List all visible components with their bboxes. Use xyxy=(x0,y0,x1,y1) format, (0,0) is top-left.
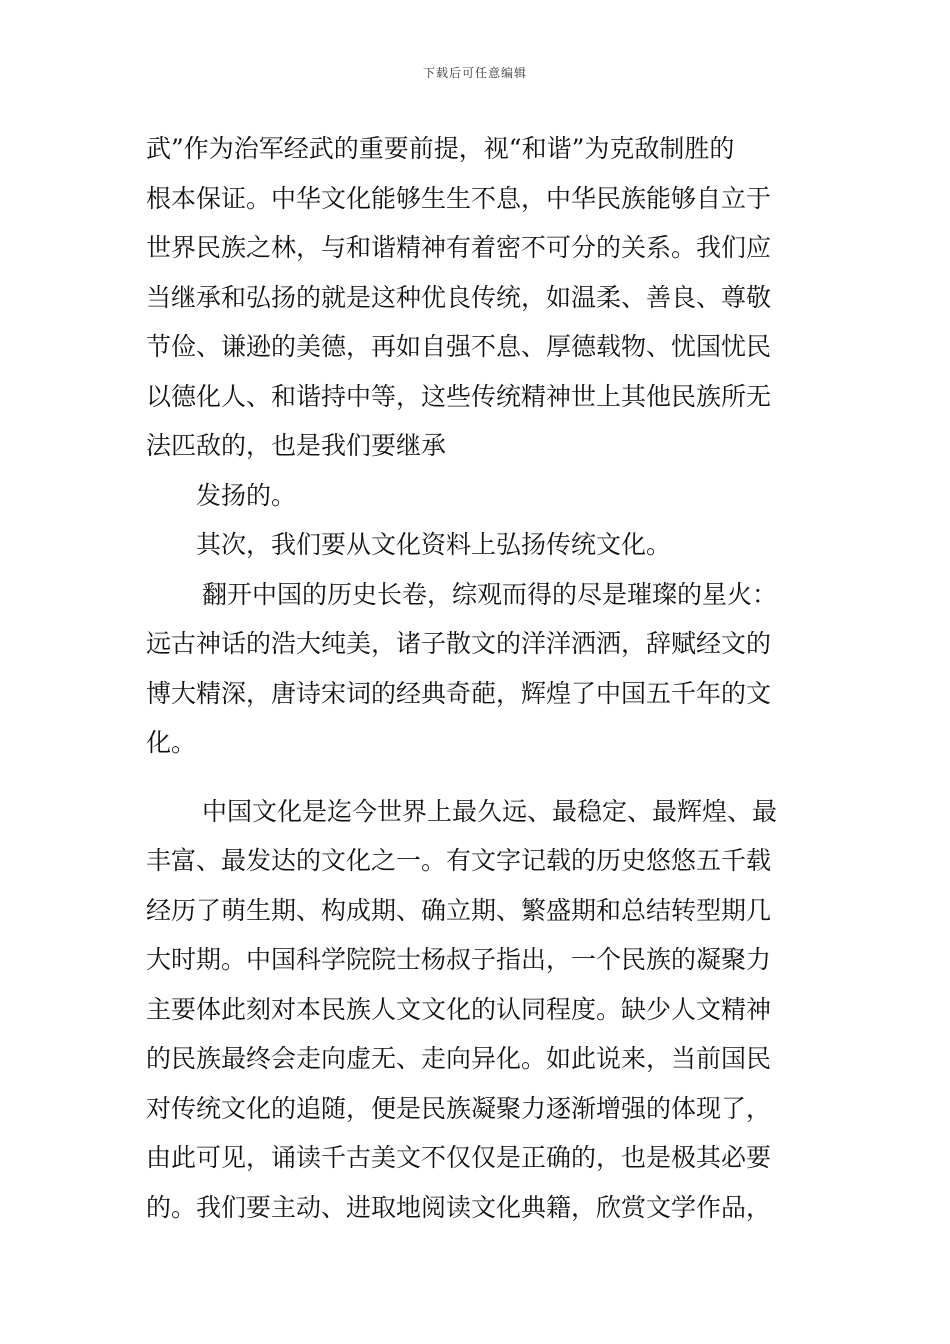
text-line: 丰富、最发达的文化之一。有文字记载的历史悠悠五千载 xyxy=(146,846,772,875)
text-line: 主要体此刻对本民族人文文化的认同程度。缺少人文精神 xyxy=(146,994,772,1024)
text-line: 博大精深，唐诗宋词的经典奇葩，辉煌了中国五千年的文 xyxy=(146,678,772,708)
text-line: 对传统文化的追随，便是民族凝聚力逐渐增强的体现了， xyxy=(146,1093,772,1123)
text-line: 以德化人、和谐持中等，这些传统精神世上其他民族所无 xyxy=(146,381,772,411)
text-line: 由此可见，诵读千古美文不仅仅是正确的，也是极其必要 xyxy=(146,1143,772,1172)
paragraph-gap xyxy=(146,768,806,787)
text-line: 发扬的。 xyxy=(196,480,297,510)
text-line: 大时期。中国科学院院士杨叔子指出，一个民族的凝聚力 xyxy=(146,945,772,974)
text-line: 当继承和弘扬的就是这种优良传统，如温柔、善良、尊敬 xyxy=(146,282,772,312)
document-body xyxy=(146,124,806,1232)
text-line: 化。 xyxy=(146,728,197,757)
text-line: 中国文化是迄今世界上最久远、最稳定、最辉煌、最 xyxy=(202,796,778,826)
text-line: 其次，我们要从文化资料上弘扬传统文化。 xyxy=(196,530,672,559)
text-line: 经历了萌生期、构成期、确立期、繁盛期和总结转型期几 xyxy=(146,895,772,925)
text-line: 的。我们要主动、进取地阅读文化典籍，欣赏文学作品， xyxy=(146,1192,772,1222)
text-line: 根本保证。中华文化能够生生不息，中华民族能够自立于 xyxy=(146,183,772,213)
page-header-note: 下载后可任意编辑 xyxy=(422,66,527,80)
text-line: 节俭、谦逊的美德，再如自强不息、厚德载物、忧国忧民 xyxy=(146,332,772,361)
text-line: 武”作为治军经武的重要前提，视“和谐”为克敌制胜的 xyxy=(146,134,735,163)
text-line: 的民族最终会走向虚无、走向异化。如此说来，当前国民 xyxy=(146,1044,772,1073)
text-line: 世界民族之林，与和谐精神有着密不可分的关系。我们应 xyxy=(146,233,772,262)
text-line: 法匹敌的，也是我们要继承 xyxy=(146,431,447,460)
text-line: 远古神话的浩大纯美，诸子散文的洋洋洒洒，辞赋经文的 xyxy=(146,629,772,658)
text-line: 翻开中国的历史长卷，综观而得的尽是璀璨的星火： xyxy=(202,579,778,609)
